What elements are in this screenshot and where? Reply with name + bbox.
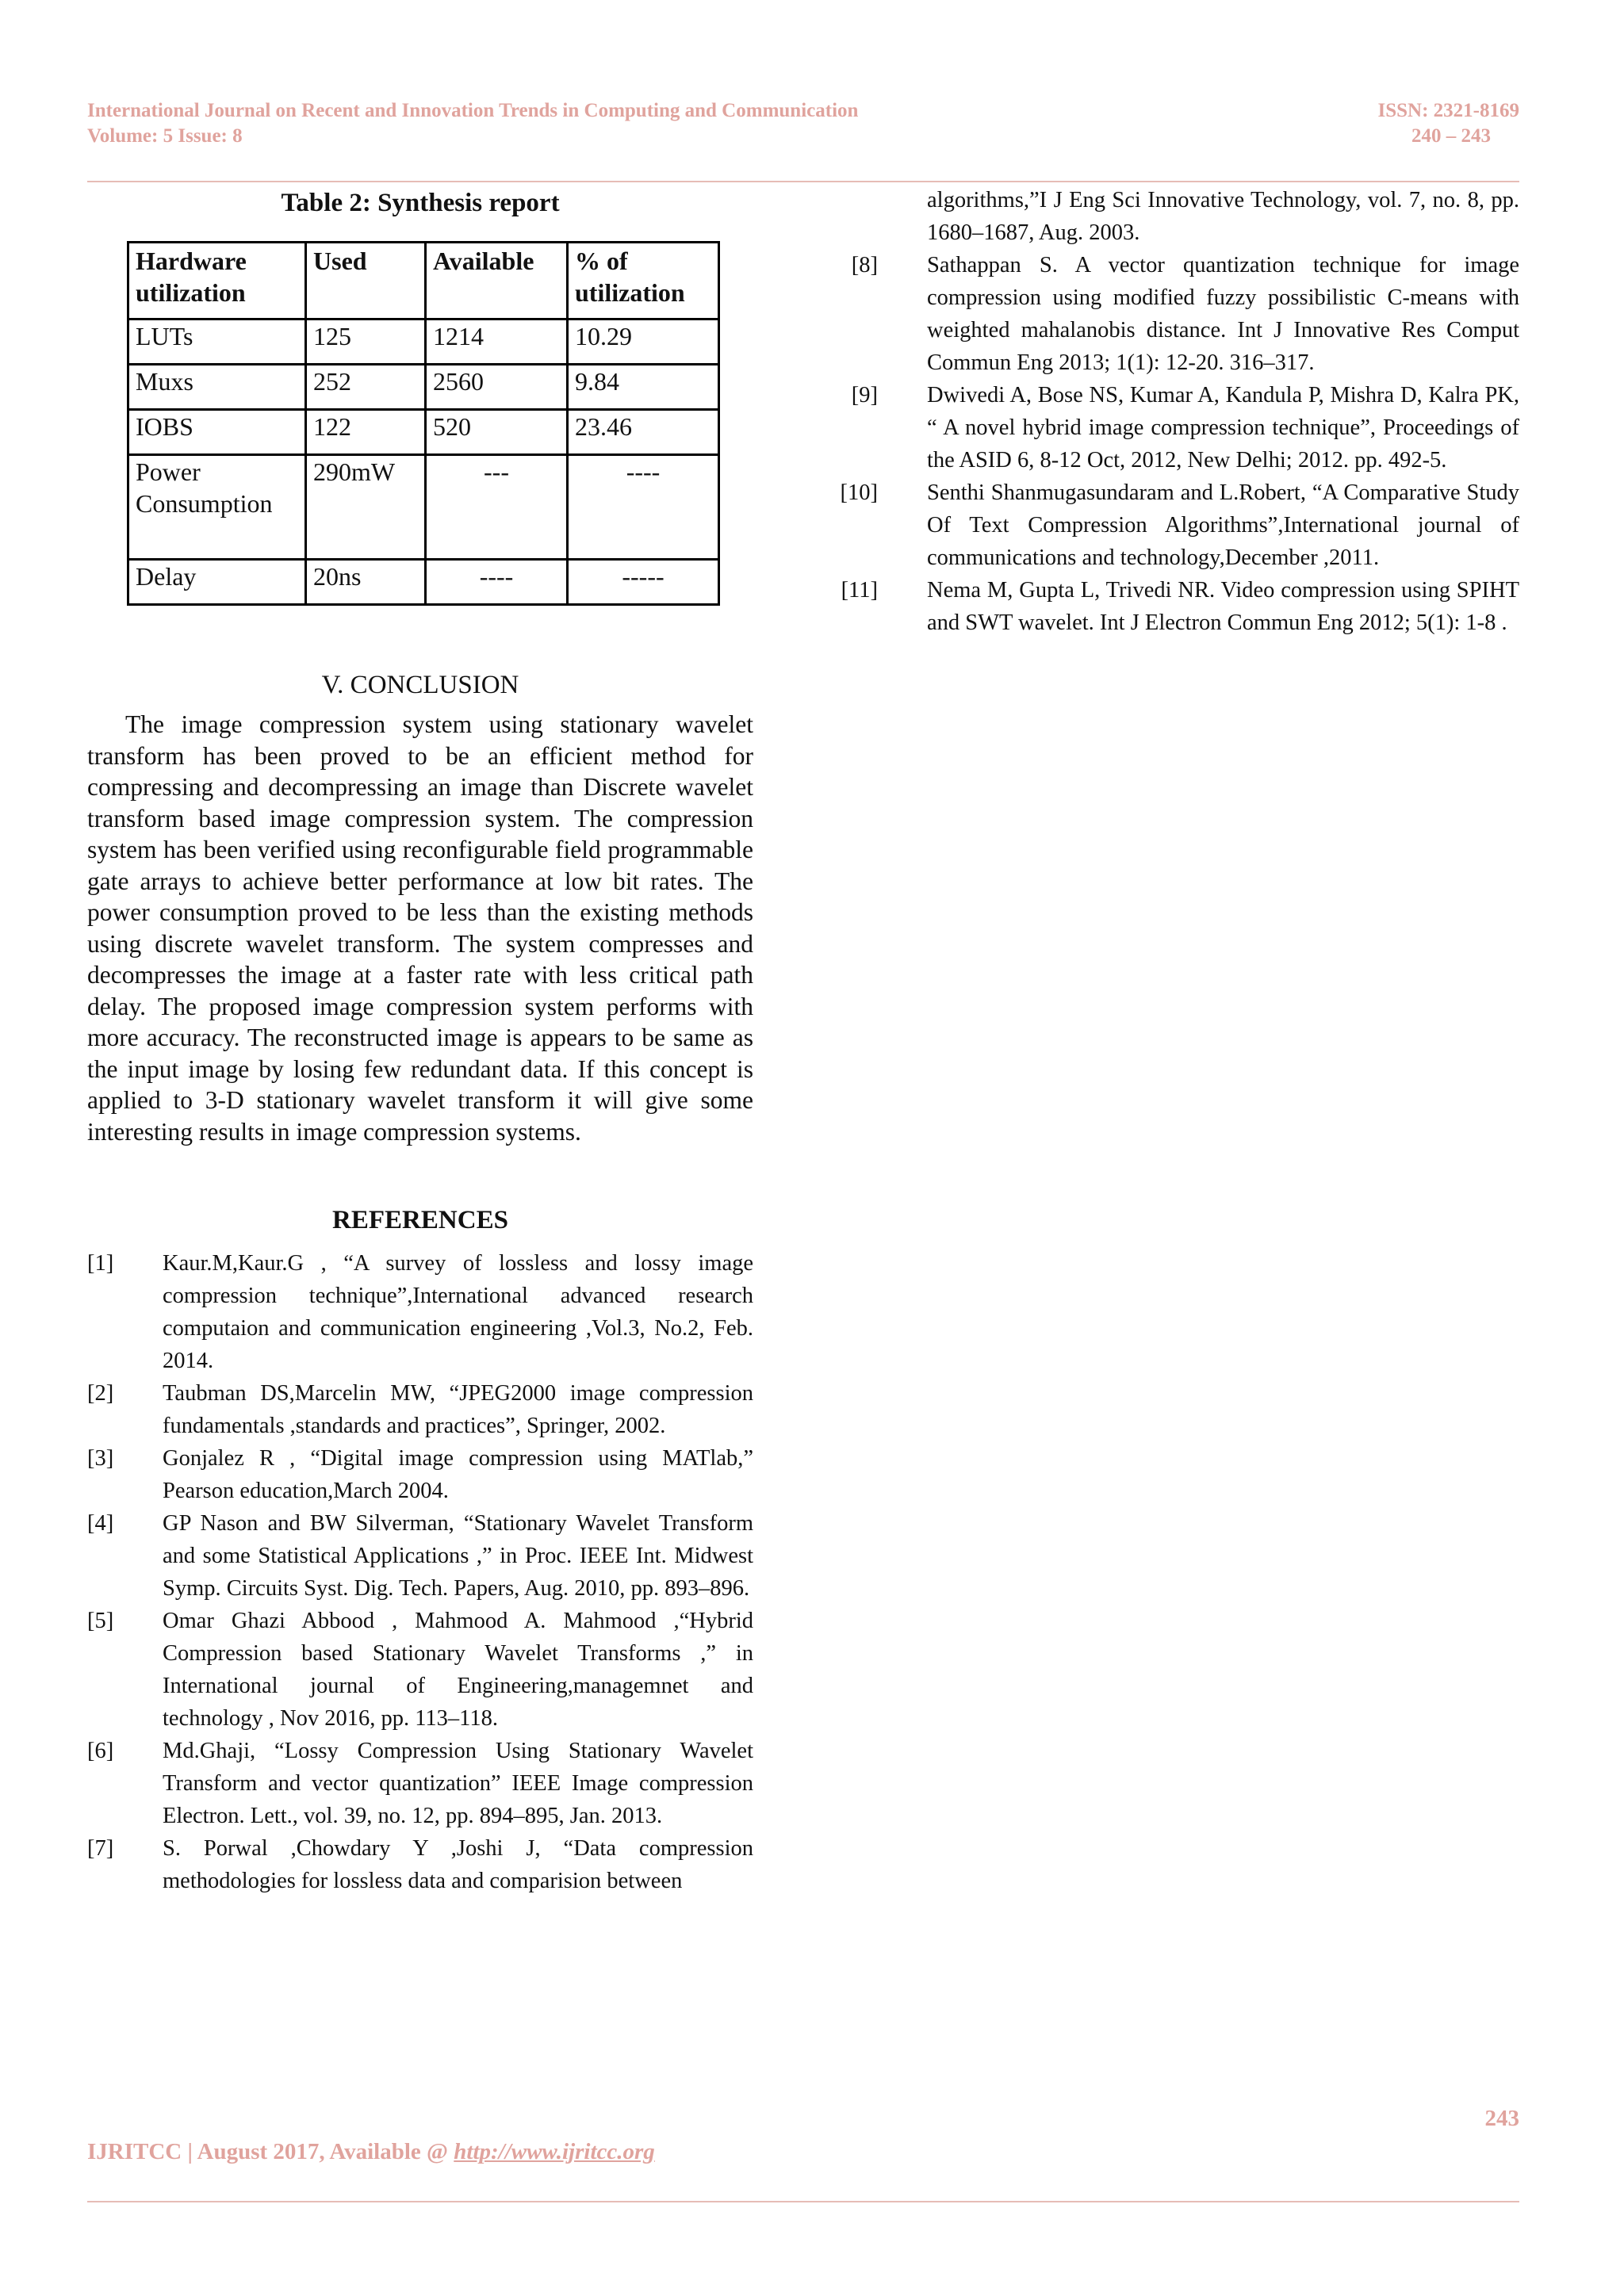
table-row	[128, 455, 719, 560]
volume-issue: Volume: 5 Issue: 8	[87, 125, 243, 147]
reference-text: Md.Ghaji, “Lossy Compression Using Stationary Wavelet Transform and vector quantization” IEEE Image compression Electron. Lett., vol. 39, no. 12, pp. 894–895, Jan. 2013.	[163, 1739, 753, 1828]
reference-item	[87, 1605, 753, 1735]
table-cell: 10.29	[568, 320, 719, 365]
reference-item	[837, 249, 1519, 379]
table-cell: 122	[306, 410, 426, 455]
reference-item	[87, 1507, 753, 1605]
reference-item	[87, 1735, 753, 1832]
table-cell: IOBS	[128, 410, 306, 455]
table-cell: 252	[306, 365, 426, 410]
table-cell: LUTs	[128, 320, 306, 365]
reference-number: [5]	[87, 1609, 114, 1633]
table-cell: 520	[426, 410, 568, 455]
reference-text: Sathappan S. A vector quantization technique for image compression using modified fuzzy possibilistic C-means with weighted mahalanobis distance. Int J Innovative Res Comput Commun Eng 2013; 1(1): 12-20. 316–317.	[927, 253, 1519, 375]
page-number: 243	[1484, 2106, 1519, 2131]
reference-item	[837, 379, 1519, 476]
reference-number: [4]	[87, 1511, 114, 1536]
conclusion-paragraph: The image compression system using stationary wavelet transform has been proved to be an efficient method for compressing and decompressing an image than Discrete wavelet transform based image compression system. The compression system has been verified using reconfigurable field programmable gate arrays to achieve better performance at low bit rates. The power consumption proved to be less than the existing methods using discrete wavelet transform. The system compresses and decompresses the image at a faster rate with less critical path delay. The proposed image compression system performs with more accuracy. The reconstructed image is appears to be same as the input image by losing few redundant data. If this concept is applied to 3-D stationary wavelet transform it will give some interesting results in image compression systems.	[87, 710, 753, 1146]
table-cell: 9.84	[568, 365, 719, 410]
reference-text: Gonjalez R , “Digital image compression using MATlab,” Pearson education,March 2004.	[163, 1446, 753, 1503]
table-cell: -----	[568, 560, 719, 605]
table-header-cell: Available	[426, 243, 568, 320]
table-cell: Power Consumption	[128, 455, 306, 560]
reference-text: S. Porwal ,Chowdary Y ,Joshi J, “Data compression methodologies for lossless data and comparision between	[163, 1836, 753, 1893]
reference-item	[837, 476, 1519, 574]
table-cell: 20ns	[306, 560, 426, 605]
footer-rule	[87, 2201, 1519, 2202]
reference-item	[87, 1377, 753, 1442]
table-cell: 290mW	[306, 455, 426, 560]
page-range: 240 – 243	[1411, 125, 1491, 147]
reference-item	[87, 1832, 753, 1897]
conclusion-heading: V. CONCLUSION	[321, 671, 519, 699]
reference-number: [2]	[87, 1381, 114, 1406]
synthesis-table	[127, 241, 720, 606]
reference-text: Senthi Shanmugasundaram and L.Robert, “A Comparative Study Of Text Compression Algorithms”,International journal of communications and technology,December ,2011.	[927, 480, 1519, 570]
reference-item	[87, 1442, 753, 1507]
journal-link[interactable]: http://www.ijritcc.org	[454, 2139, 655, 2164]
table-cell: ---	[426, 455, 568, 560]
issn: ISSN: 2321-8169	[1377, 100, 1519, 121]
table-row	[128, 320, 719, 365]
table-row	[128, 560, 719, 605]
reference-number: [6]	[87, 1739, 114, 1763]
reference-number: [1]	[87, 1251, 114, 1276]
table-cell: Delay	[128, 560, 306, 605]
table-cell: ----	[426, 560, 568, 605]
reference-text: Omar Ghazi Abbood , Mahmood A. Mahmood ,“Hybrid Compression based Stationary Wavelet Transforms ,” in International journal of Engineering,managemnet and technology , Nov 2016, pp. 113–118.	[163, 1609, 753, 1731]
reference-number: [11]	[841, 578, 878, 603]
reference-item	[837, 574, 1519, 639]
reference-number: [7]	[87, 1836, 114, 1861]
reference-text: Nema M, Gupta L, Trivedi NR. Video compression using SPIHT and SWT wavelet. Int J Electron Commun Eng 2012; 5(1): 1-8 .	[927, 578, 1519, 635]
reference-continuation: algorithms,”I J Eng Sci Innovative Technology, vol. 7, no. 8, pp. 1680–1687, Aug. 2003.	[927, 188, 1519, 245]
references-heading: REFERENCES	[332, 1206, 508, 1234]
table-cell: ----	[568, 455, 719, 560]
table-cell: Muxs	[128, 365, 306, 410]
table-cell: 2560	[426, 365, 568, 410]
right-column	[837, 184, 1519, 639]
footer-label: IJRITCC | August 2017, Available @	[87, 2139, 454, 2164]
table-header-cell: Used	[306, 243, 426, 320]
footer-text	[87, 2139, 655, 2165]
reference-number: [10]	[840, 480, 878, 505]
table-header-row	[128, 243, 719, 320]
reference-item	[87, 1247, 753, 1377]
reference-text: Taubman DS,Marcelin MW, “JPEG2000 image compression fundamentals ,standards and practices”, Springer, 2002.	[163, 1381, 753, 1438]
reference-number: [8]	[851, 253, 878, 277]
reference-number: [9]	[851, 383, 878, 408]
table-cell: 23.46	[568, 410, 719, 455]
table-row	[128, 365, 719, 410]
left-column	[87, 184, 753, 1897]
reference-number: [3]	[87, 1446, 114, 1471]
table-header-cell: Hardware utilization	[128, 243, 306, 320]
table-cell: 1214	[426, 320, 568, 365]
table-row	[128, 410, 719, 455]
reference-text: Dwivedi A, Bose NS, Kumar A, Kandula P, Mishra D, Kalra PK, “ A novel hybrid image compression technique”, Proceedings of the ASID 6, 8-12 Oct, 2012, New Delhi; 2012. pp. 492-5.	[927, 383, 1519, 473]
table-cell: 125	[306, 320, 426, 365]
journal-title: International Journal on Recent and Innovation Trends in Computing and Communication	[87, 100, 859, 121]
table-header-cell: % of utilization	[568, 243, 719, 320]
reference-text: GP Nason and BW Silverman, “Stationary Wavelet Transform and some Statistical Applications ,” in Proc. IEEE Int. Midwest Symp. Circuits Syst. Dig. Tech. Papers, Aug. 2010, pp. 893–896.	[163, 1511, 753, 1601]
table-caption: Table 2: Synthesis report	[281, 189, 560, 217]
reference-text: Kaur.M,Kaur.G , “A survey of lossless and lossy image compression technique”,International advanced research computaion and communication engineering ,Vol.3, No.2, Feb. 2014.	[163, 1251, 753, 1373]
header-rule	[87, 181, 1519, 182]
